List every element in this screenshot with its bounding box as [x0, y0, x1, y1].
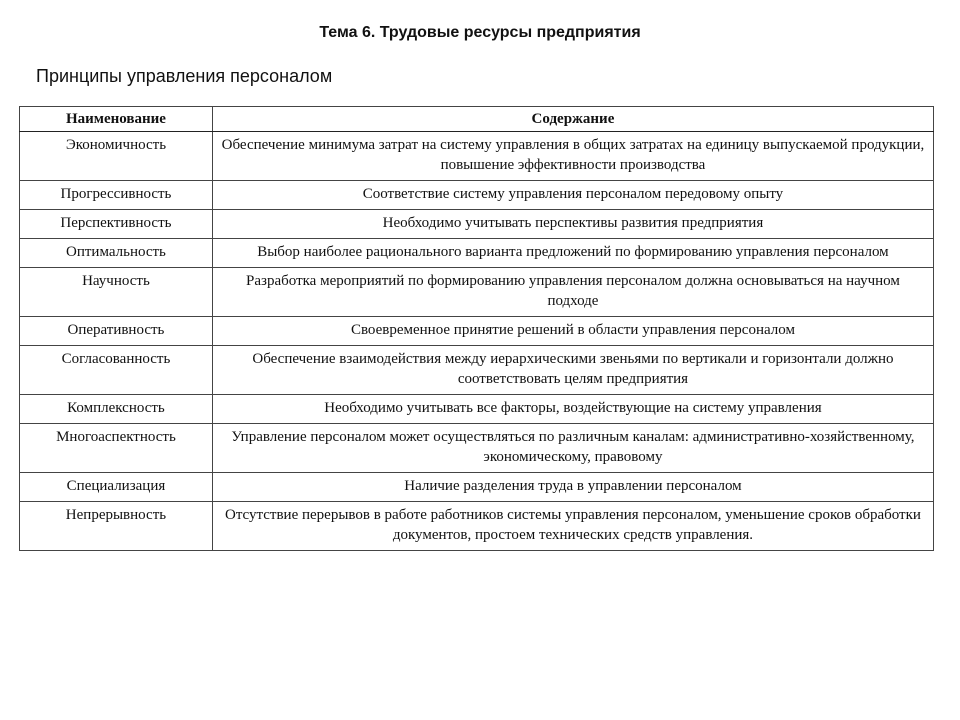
principle-name: Прогрессивность: [20, 181, 213, 210]
principle-name: Научность: [20, 268, 213, 317]
principle-content: Обеспечение взаимодействия между иерархическими звеньями по вертикали и горизонтали должно соответствовать целям предприятия: [212, 346, 933, 395]
slide-subtitle: Принципы управления персоналом: [36, 66, 333, 86]
principle-content: Разработка мероприятий по формированию управления персоналом должна основываться на научном подходе: [212, 268, 933, 317]
principle-content: Обеспечение минимума затрат на систему управления в общих затратах на единицу выпускаемой продукции, повышение эффективности производства: [212, 132, 933, 181]
table-row: [20, 317, 934, 346]
principle-name: Специализация: [20, 473, 213, 502]
table-row: [20, 473, 934, 502]
table-row: [20, 268, 934, 317]
principle-content: Выбор наиболее рационального варианта предложений по формированию управления персоналом: [212, 239, 933, 268]
principle-name: Экономичность: [20, 132, 213, 181]
table-row: [20, 239, 934, 268]
principle-content: Соответствие систему управления персоналом передовому опыту: [212, 181, 933, 210]
table-row: [20, 346, 934, 395]
principle-content: Своевременное принятие решений в области управления персоналом: [212, 317, 933, 346]
table-row: [20, 424, 934, 473]
principle-name: Согласованность: [20, 346, 213, 395]
table-body: [20, 132, 934, 551]
table-row: [20, 395, 934, 424]
principle-name: Оперативность: [20, 317, 213, 346]
column-header-content: Содержание: [212, 107, 933, 132]
principle-content: Отсутствие перерывов в работе работников системы управления персоналом, уменьшение сроков обработки документов, простоем технических средств управления.: [212, 502, 933, 551]
principle-content: Необходимо учитывать все факторы, воздействующие на систему управления: [212, 395, 933, 424]
principle-name: Перспективность: [20, 210, 213, 239]
table-row: [20, 210, 934, 239]
principle-content: Необходимо учитывать перспективы развития предприятия: [212, 210, 933, 239]
principle-name: Многоаспектность: [20, 424, 213, 473]
header-row: [20, 107, 934, 132]
principle-content: Наличие разделения труда в управлении персоналом: [212, 473, 933, 502]
column-header-name: Наименование: [20, 107, 213, 132]
principle-name: Оптимальность: [20, 239, 213, 268]
principle-content: Управление персоналом может осуществляться по различным каналам: административно-хозяйственному, экономическому, правовому: [212, 424, 933, 473]
principle-name: Комплексность: [20, 395, 213, 424]
table-header: [20, 107, 934, 132]
table-row: [20, 181, 934, 210]
principle-name: Непрерывность: [20, 502, 213, 551]
principles-table: [19, 106, 934, 551]
table-row: [20, 132, 934, 181]
slide-title: Тема 6. Трудовые ресурсы предприятия: [319, 24, 641, 41]
table-row: [20, 502, 934, 551]
